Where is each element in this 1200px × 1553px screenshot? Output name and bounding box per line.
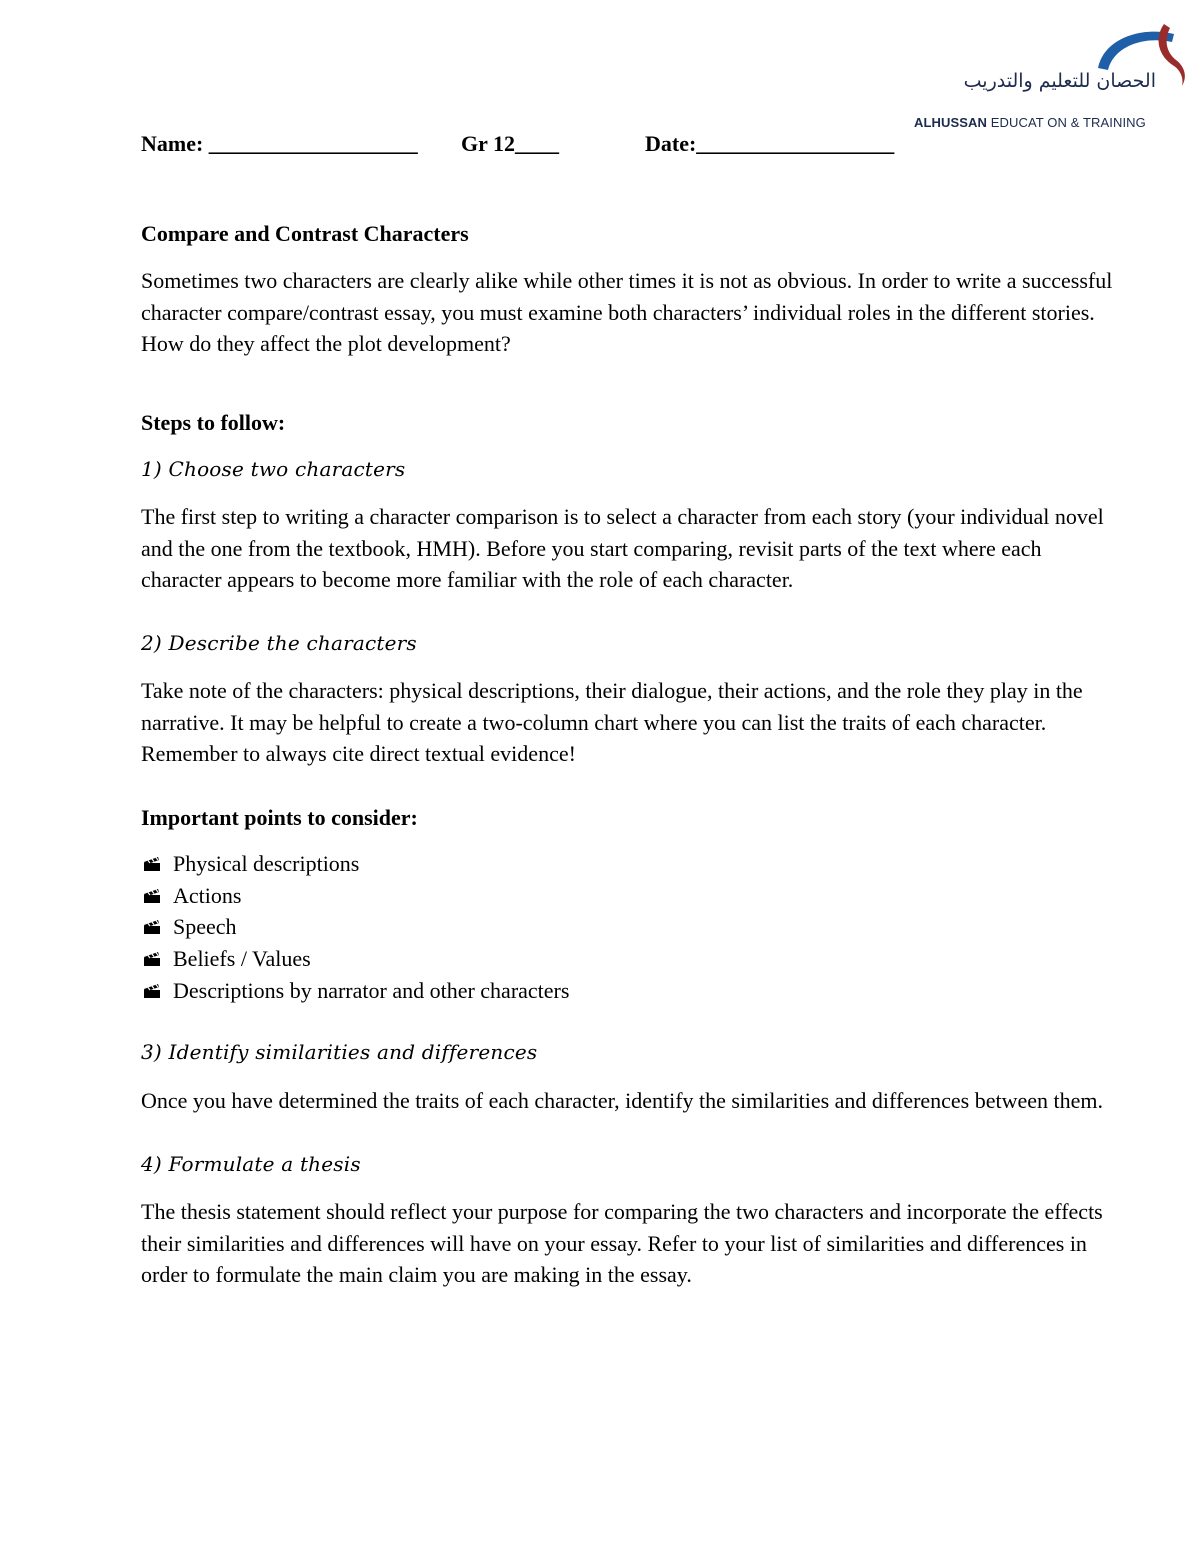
logo-mark-icon bbox=[912, 20, 1192, 112]
clapperboard-icon bbox=[143, 888, 161, 904]
point-text: Speech bbox=[173, 914, 237, 940]
list-item bbox=[141, 880, 569, 912]
company-logo bbox=[912, 20, 1192, 130]
page-title: Compare and Contrast Characters bbox=[141, 221, 469, 246]
date-field-label: Date:__________________ bbox=[645, 131, 895, 156]
step2-paragraph: Take note of the characters: physical descriptions, their dialogue, their actions, and the role they play in the narrative. It may be helpful to create a two-column chart where you can list the traits of each character. Remember to always cite direct textual evidence! bbox=[141, 678, 1083, 766]
point-text: Actions bbox=[173, 882, 242, 908]
point-text: Beliefs / Values bbox=[173, 946, 311, 972]
logo-arabic-text: الحصان للتعليم والتدريب bbox=[963, 70, 1156, 92]
points-heading: Important points to consider: bbox=[141, 805, 418, 830]
clapperboard-icon bbox=[143, 856, 161, 872]
name-field-label: Name: ___________________ bbox=[141, 131, 418, 156]
header-fields bbox=[141, 128, 895, 160]
logo-english-rest: EDUCAT ON & TRAINING bbox=[987, 115, 1146, 130]
step3-paragraph: Once you have determined the traits of each character, identify the similarities and differences between them. bbox=[141, 1088, 1104, 1113]
step1-paragraph: The first step to writing a character comparison is to select a character from each story (your individual novel and the one from the textbook, HMH). Before you start comparing, revisit parts of the text where each character appears to become more familiar with the role of each character. bbox=[141, 504, 1104, 592]
step2-title: 2) Describe the characters bbox=[141, 631, 417, 655]
clapperboard-icon bbox=[143, 951, 161, 967]
clapperboard-icon bbox=[143, 983, 161, 999]
list-item bbox=[141, 848, 569, 880]
step4-paragraph: The thesis statement should reflect your purpose for comparing the two characters and incorporate the effects their similarities and differences will have on your essay. Refer to your list of similarities and differences in order to formulate the main claim you are making in the essay. bbox=[141, 1199, 1103, 1287]
list-item bbox=[141, 975, 569, 1007]
point-text: Physical descriptions bbox=[173, 851, 360, 876]
list-item bbox=[141, 943, 569, 975]
points-list bbox=[141, 848, 569, 1006]
intro-paragraph: Sometimes two characters are clearly alike while other times it is not as obvious. In order to write a successful character compare/contrast essay, you must examine both characters’ individual roles in the different stories. How do they affect the plot development? bbox=[141, 268, 1113, 356]
point-text: Descriptions by narrator and other characters bbox=[173, 977, 570, 1003]
clapperboard-icon bbox=[143, 919, 161, 935]
step1-title: 1) Choose two characters bbox=[141, 457, 406, 481]
steps-heading: Steps to follow: bbox=[141, 410, 286, 435]
list-item bbox=[141, 911, 569, 943]
logo-english-text bbox=[914, 115, 1146, 131]
step3-title: 3) Identify similarities and differences bbox=[141, 1040, 538, 1064]
grade-field-label: Gr 12____ bbox=[461, 131, 559, 156]
step4-title: 4) Formulate a thesis bbox=[141, 1152, 361, 1176]
logo-english-bold: ALHUSSAN bbox=[914, 115, 988, 130]
